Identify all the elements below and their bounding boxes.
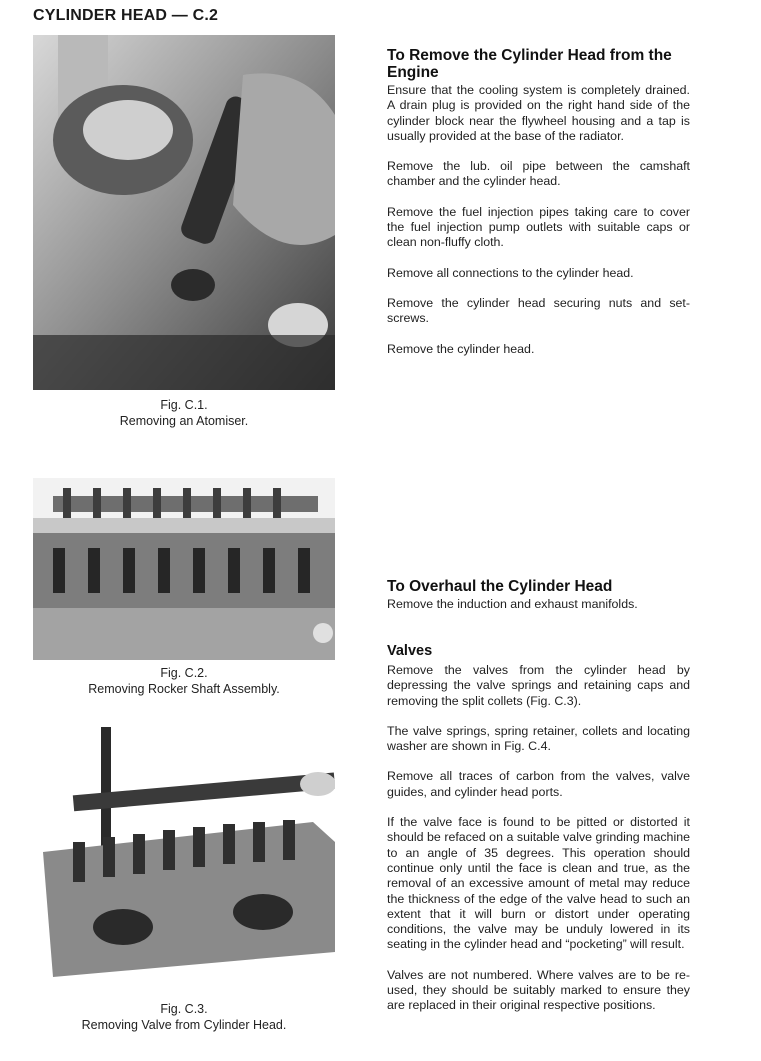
fig-c3-label: Fig. C.3.	[160, 1002, 208, 1016]
paragraph: Ensure that the cooling system is completely drained. A drain plug is provided on the right hand side of the cylinder block near the flywheel housing and a tap is usually provided at the base of the radiator.	[387, 83, 690, 143]
section-valves-heading: Valves	[387, 643, 433, 659]
paragraph: Remove the cylinder head securing nuts and set-screws.	[387, 295, 690, 326]
paragraph: Remove the cylinder head.	[387, 341, 535, 356]
section-valves	[387, 643, 690, 1029]
paragraph: If the valve face is found to be pitted or distorted it should be refaced on a suitable valve grinding machine to an angle of 35 degrees. This operation should continue only until the face is clean and true, as the removal of an excessive amount of metal may reduce the thickness of the edge of the valve head to such an extent that it will burn or distort under operating conditions, the valve may be unduly lowered in its seating in the cylinder head and “pocketing” will result.	[387, 815, 690, 952]
paragraph: Remove all connections to the cylinder head.	[387, 265, 634, 280]
section-overhaul	[387, 578, 690, 627]
section-remove-heading: To Remove the Cylinder Head from the Engine	[387, 47, 672, 81]
paragraph: Valves are not numbered. Where valves are to be re-used, they should be suitably marked to ensure they are replaced in their original respective positions.	[387, 967, 690, 1013]
fig-c1-caption	[33, 397, 335, 429]
section-overhaul-heading: To Overhaul the Cylinder Head	[387, 578, 613, 595]
paragraph: Remove all traces of carbon from the valves, valve guides, and cylinder head ports.	[387, 769, 690, 799]
paragraph: The valve springs, spring retainer, collets and locating washer are shown in Fig. C.4.	[387, 723, 690, 754]
fig-c2-text: Removing Rocker Shaft Assembly.	[88, 682, 280, 696]
page-title: CYLINDER HEAD — C.2	[33, 7, 219, 24]
paragraph: Remove the lub. oil pipe between the camshaft chamber and the cylinder head.	[387, 159, 690, 189]
fig-c1-label: Fig. C.1.	[160, 398, 208, 412]
section-remove	[387, 47, 690, 372]
paragraph: Remove the valves from the cylinder head by depressing the valve springs and retaining caps and removing the split collets (Fig. C.3).	[387, 663, 690, 708]
fig-c1-text: Removing an Atomiser.	[119, 414, 249, 428]
fig-c3-text: Removing Valve from Cylinder Head.	[81, 1018, 287, 1032]
fig-c3-caption	[33, 1001, 335, 1033]
fig-c3-photo	[33, 722, 335, 982]
fig-c2-photo	[33, 478, 335, 660]
paragraph: Remove the induction and exhaust manifolds.	[387, 597, 638, 611]
paragraph: Remove the fuel injection pipes taking care to cover the fuel injection pump outlets with suitable caps or clean non-fluffy cloth.	[387, 204, 690, 250]
fig-c2-label: Fig. C.2.	[160, 666, 208, 680]
fig-c1-photo	[33, 35, 335, 390]
fig-c2-caption	[33, 665, 335, 697]
